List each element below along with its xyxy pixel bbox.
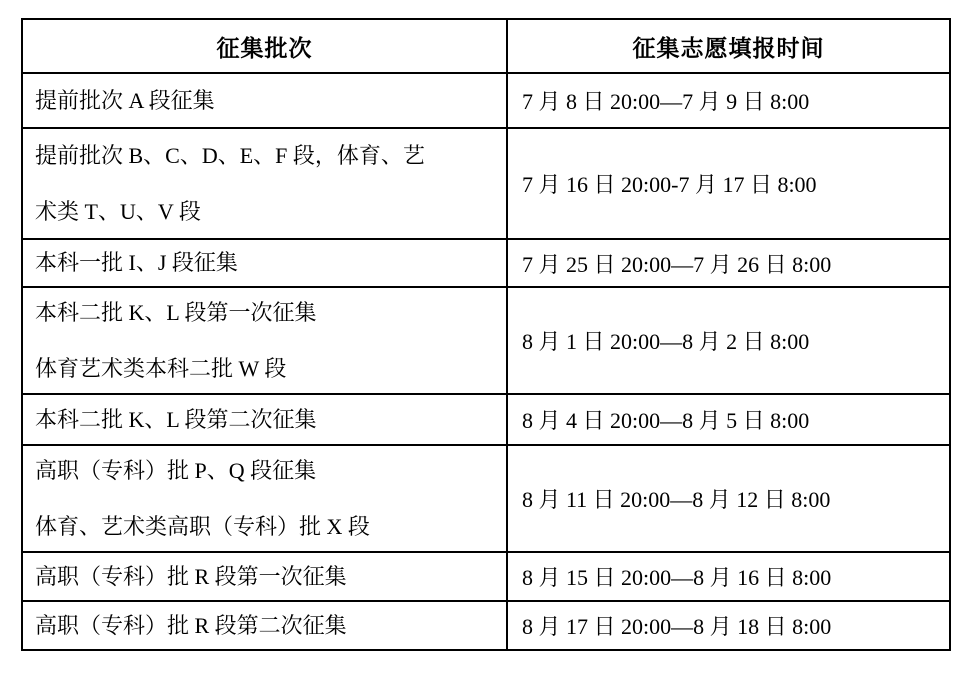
table-header-row — [22, 19, 950, 73]
batch-line: 本科一批 I、J 段征集 — [35, 250, 238, 275]
batch-line: 体育、艺术类高职（专科）批 X 段 — [35, 513, 370, 539]
batch-line: 术类 T、U、V 段 — [35, 198, 201, 224]
table-row — [22, 394, 950, 445]
schedule-table — [21, 18, 951, 651]
time-cell: 8 月 4 日 20:00—8 月 5 日 8:00 — [507, 394, 950, 445]
time-cell: 7 月 25 日 20:00—7 月 26 日 8:00 — [507, 239, 950, 287]
batch-cell — [22, 287, 507, 394]
batch-line: 高职（专科）批 R 段第二次征集 — [35, 612, 347, 638]
batch-cell — [22, 128, 507, 239]
table-row — [22, 287, 950, 394]
table-row — [22, 128, 950, 239]
batch-line: 本科二批 K、L 段第一次征集 — [35, 299, 317, 325]
table-row — [22, 552, 950, 601]
time-cell: 8 月 1 日 20:00—8 月 2 日 8:00 — [507, 287, 950, 394]
batch-cell — [22, 73, 507, 128]
batch-cell — [22, 239, 507, 287]
batch-cell — [22, 445, 507, 552]
table-row — [22, 445, 950, 552]
time-cell: 8 月 11 日 20:00—8 月 12 日 8:00 — [507, 445, 950, 552]
batch-cell — [22, 394, 507, 445]
time-cell: 7 月 16 日 20:00-7 月 17 日 8:00 — [507, 128, 950, 239]
batch-line: 提前批次 B、C、D、E、F 段，体育、艺 — [35, 142, 425, 168]
table-row — [22, 601, 950, 650]
batch-line: 体育艺术类本科二批 W 段 — [35, 355, 287, 381]
header-batch: 征集批次 — [22, 19, 507, 73]
batch-line: 本科二批 K、L 段第二次征集 — [35, 406, 317, 432]
table-row — [22, 73, 950, 128]
table-row — [22, 239, 950, 287]
batch-line: 提前批次 A 段征集 — [35, 87, 215, 113]
batch-line: 高职（专科）批 P、Q 段征集 — [35, 457, 317, 483]
time-cell: 8 月 15 日 20:00—8 月 16 日 8:00 — [507, 552, 950, 601]
time-cell: 8 月 17 日 20:00—8 月 18 日 8:00 — [507, 601, 950, 650]
batch-cell — [22, 601, 507, 650]
header-time: 征集志愿填报时间 — [507, 19, 950, 73]
time-cell: 7 月 8 日 20:00—7 月 9 日 8:00 — [507, 73, 950, 128]
batch-cell — [22, 552, 507, 601]
batch-line: 高职（专科）批 R 段第一次征集 — [35, 563, 347, 589]
